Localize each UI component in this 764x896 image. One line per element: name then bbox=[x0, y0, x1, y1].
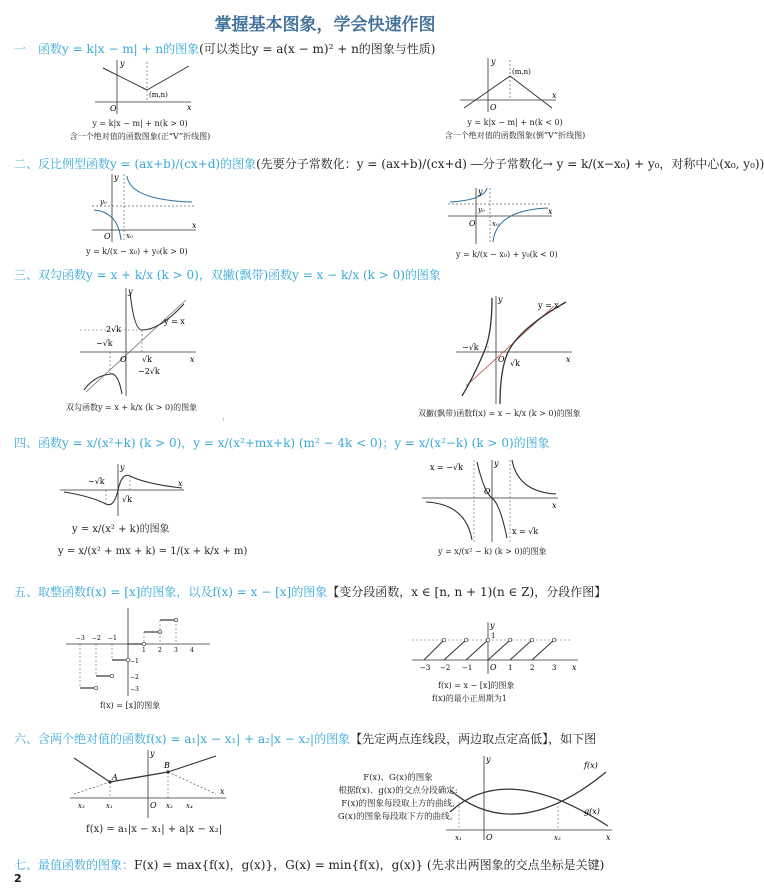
s4r-origin: O bbox=[484, 487, 491, 496]
caption-s4-left1: y = x/(x² + k)的图象 bbox=[72, 524, 170, 535]
s6l-x2: x₂ bbox=[166, 802, 173, 810]
s4l-neg-sqrtk: −√k bbox=[88, 477, 105, 486]
s1r-y-label: y bbox=[491, 57, 496, 66]
caption-s1-left-eq: y = k|x − m| + n(k > 0) bbox=[92, 119, 188, 128]
fig-fractional-part bbox=[412, 620, 582, 676]
caption-s6-mid-line-2: 根据f(x)、g(x)的交点分段确定: bbox=[338, 786, 458, 796]
section-2-head: 二、反比例型函数y = (ax+b)/(cx+d)的图象 bbox=[14, 157, 257, 171]
s6l-point-b: B bbox=[164, 761, 170, 770]
s4l-y-label: y bbox=[120, 463, 125, 472]
caption-s5-right1: f(x) = x − [x]的图象 bbox=[438, 681, 515, 690]
page-number: 2 bbox=[14, 872, 22, 885]
caption-s5-left: f(x) = [x]的图象 bbox=[100, 701, 161, 710]
section-7-rest: F(x) = max{f(x)，g(x)}，G(x) = min{f(x)，g(x)} (先求出两图象的交点坐标是关键) bbox=[134, 858, 605, 872]
fig-v-shape bbox=[95, 58, 195, 116]
s2r-x0: x₀ bbox=[492, 220, 499, 228]
s2r-origin: O bbox=[469, 219, 476, 228]
section-6-rest: 【先定两点连线段，两边取点定高低】，如下图 bbox=[350, 732, 597, 746]
s2r-y0: y₀ bbox=[478, 206, 485, 214]
page-title: 掌握基本图象，学会快速作图 bbox=[214, 15, 436, 35]
s1r-x-label: x bbox=[552, 91, 557, 100]
s4r-asym-right: x = √k bbox=[512, 527, 539, 536]
fig-double-hook bbox=[80, 286, 200, 398]
s1r-origin: O bbox=[490, 103, 497, 112]
section-4-heading bbox=[14, 434, 639, 451]
s2r-x-label: x bbox=[548, 207, 553, 216]
s3r-y-label: y bbox=[498, 295, 503, 304]
s1l-x-label: x bbox=[187, 103, 192, 112]
fig-inverted-v bbox=[460, 56, 560, 114]
caption-s1-right: 含一个绝对值的函数图象(倒“V”折线图) bbox=[444, 131, 586, 140]
s4r-asym-left: x = −√k bbox=[430, 463, 463, 472]
section-1-heading bbox=[14, 40, 639, 57]
s1l-y-label: y bbox=[120, 59, 125, 68]
section-7-heading bbox=[14, 856, 639, 873]
stray-mark: ' bbox=[222, 418, 225, 428]
s2l-origin: O bbox=[104, 232, 111, 241]
caption-s6-mid-line-4: G(x)的图象每段取下方的曲线。 bbox=[337, 812, 459, 822]
s6r-x2: x₂ bbox=[554, 834, 561, 842]
s6r-x-label: x bbox=[606, 833, 611, 842]
section-1-rest: (可以类比y = a(x − m)² + n的图象与性质) bbox=[199, 42, 436, 56]
s3l-2sqrtk: 2√k bbox=[106, 325, 122, 334]
s5r-tick-n1: −1 bbox=[462, 664, 473, 672]
fig-reciprocal-k-neg bbox=[448, 186, 558, 246]
s5l-tick-n3: −3 bbox=[76, 635, 85, 642]
section-2-heading bbox=[14, 155, 764, 172]
caption-s1-right-eq: y = k|x − m| + n(k < 0) bbox=[467, 118, 563, 127]
s3r-line-label: y = x bbox=[538, 301, 559, 310]
section-6-heading bbox=[14, 730, 639, 747]
s5r-y-label: y bbox=[490, 621, 495, 630]
s6r-origin: O bbox=[486, 833, 493, 842]
s5l-tick-3: 3 bbox=[174, 647, 178, 654]
s5l-tick-n1: −1 bbox=[108, 635, 117, 642]
s5r-origin: O bbox=[490, 663, 497, 672]
fig-floor bbox=[66, 606, 216, 698]
s6r-y-label: y bbox=[486, 755, 491, 764]
s3l-y-label: y bbox=[128, 287, 133, 296]
fig-two-abs bbox=[70, 748, 230, 820]
s5r-tick-n2: −2 bbox=[440, 664, 451, 672]
caption-s3-right: 双撇(飘带)函数f(x) = x − k/x (k > 0)的图象 bbox=[418, 409, 581, 418]
caption-s5-right2: f(x)的最小正周期为1 bbox=[432, 694, 507, 703]
s3l-origin: O bbox=[120, 355, 127, 364]
s5r-tick-3: 3 bbox=[552, 664, 557, 672]
s5l-ytick-n2: −2 bbox=[130, 674, 139, 681]
s1r-vertex-label: (m,n) bbox=[512, 68, 531, 76]
section-5-rest: 【变分段函数，x ∈ [n, n + 1)(n ∈ Z)，分段作图】 bbox=[327, 585, 607, 599]
fig-reciprocal-k-pos bbox=[92, 172, 202, 244]
caption-s3-left: 双勾函数y = x + k/x (k > 0)的图象 bbox=[66, 403, 198, 412]
caption-s6-mid-line-3: F(x)的图象每段取上方的曲线, bbox=[341, 799, 455, 809]
s5l-tick-1: 1 bbox=[142, 647, 146, 654]
s5r-ytick-1: 1 bbox=[491, 632, 496, 640]
s6l-x4: x₄ bbox=[186, 802, 193, 810]
s2l-x-label: x bbox=[192, 221, 197, 230]
s1l-origin: O bbox=[110, 104, 117, 113]
s3l-sqrtk: √k bbox=[142, 355, 152, 364]
s2r-y-label: y bbox=[478, 187, 483, 196]
s5l-ytick-n1: −1 bbox=[130, 658, 139, 665]
section-5-head: 五、取整函数f(x) = [x]的图象，以及f(x) = x − [x]的图象 bbox=[14, 585, 328, 599]
caption-s2-left: y = k/(x − x₀) + y₀(k > 0) bbox=[86, 247, 188, 256]
s5r-tick-2: 2 bbox=[530, 664, 535, 672]
section-4-head: 四、函数y = x/(x²+k) (k > 0)，y = x/(x²+mx+k) (m² − 4k < 0)；y = x/(x²−k) (k > 0)的图象 bbox=[14, 436, 550, 450]
fig-rational-k-pos bbox=[60, 462, 190, 518]
s6l-point-a: A bbox=[112, 773, 118, 782]
s6l-x1: x₁ bbox=[106, 802, 113, 810]
section-3-heading bbox=[14, 266, 639, 283]
fig-rational-k-neg bbox=[422, 458, 562, 544]
caption-s6-left: f(x) = a₁|x − x₁| + a|x − x₂| bbox=[86, 824, 223, 835]
s6r-f-label: f(x) bbox=[584, 761, 598, 770]
fig-max-min bbox=[446, 754, 616, 842]
s6r-g-label: g(x) bbox=[584, 807, 600, 816]
s5r-tick-n3: −3 bbox=[420, 664, 431, 672]
s3r-x-label: x bbox=[566, 355, 571, 364]
caption-s4-left2: y = x/(x² + mx + k) = 1/(x + k/x + m) bbox=[58, 546, 248, 557]
caption-s1-left: 含一个绝对值的函数图象(正“V”折线图) bbox=[69, 132, 211, 141]
s3l-neg-2sqrtk: −2√k bbox=[138, 367, 160, 376]
section-3-head: 三、双勾函数y = x + k/x (k > 0)，双撇(飘带)函数y = x − k/x (k > 0)的图象 bbox=[14, 268, 441, 282]
s6l-origin: O bbox=[150, 801, 157, 810]
s3l-neg-sqrtk: −√k bbox=[96, 339, 113, 348]
section-1-head: 一 函数y = k|x − m| + n的图象 bbox=[14, 42, 200, 56]
s6r-x1: x₁ bbox=[455, 834, 462, 842]
s2l-y-label: y bbox=[114, 173, 119, 182]
s4r-x-label: x bbox=[552, 501, 557, 510]
s2l-y0: y₀ bbox=[100, 198, 107, 206]
caption-s6-mid-line-1: F(x)、G(x)的图象 bbox=[363, 773, 433, 783]
s5l-tick-4: 4 bbox=[190, 647, 194, 654]
s3l-line-label: y = x bbox=[164, 317, 185, 326]
s6l-x3: x₃ bbox=[78, 802, 85, 810]
caption-s2-right: y = k/(x − x₀) + y₀(k < 0) bbox=[456, 250, 558, 259]
fig-ribbon bbox=[456, 294, 576, 406]
s4l-x-label: x bbox=[178, 479, 183, 488]
s3r-sqrtk: √k bbox=[510, 359, 520, 368]
s5l-tick-2: 2 bbox=[158, 647, 162, 654]
s5l-ytick-n3: −3 bbox=[130, 686, 139, 693]
s1l-vertex-label: (m,n) bbox=[149, 91, 168, 99]
s6l-x-label: x bbox=[220, 787, 225, 796]
section-7-head: 七、最值函数的图象： bbox=[14, 858, 135, 872]
s3r-neg-sqrtk: −√k bbox=[462, 343, 479, 352]
s4r-y-label: y bbox=[494, 459, 499, 468]
s2l-x0: x₀ bbox=[126, 232, 133, 240]
s5l-tick-n2: −2 bbox=[92, 635, 101, 642]
caption-s4-right: y = x/(x² − k) (k > 0)的图象 bbox=[438, 547, 547, 556]
s4l-sqrtk: √k bbox=[122, 495, 132, 504]
section-6-head: 六、含两个绝对值的函数f(x) = a₁|x − x₁| + a₂|x − x₂|的图象 bbox=[14, 732, 351, 746]
section-2-rest: (先要分子常数化：y = (ax+b)/(cx+d) ―分子常数化→ y = k/(x−x₀) + y₀，对称中心(x₀, y₀)) bbox=[256, 157, 764, 171]
s3r-origin: O bbox=[498, 355, 505, 364]
section-5-heading bbox=[14, 583, 639, 600]
s5r-x-label: x bbox=[572, 663, 577, 672]
s3l-x-label: x bbox=[190, 355, 195, 364]
s5r-tick-1: 1 bbox=[508, 664, 513, 672]
s6l-y-label: y bbox=[150, 749, 155, 758]
